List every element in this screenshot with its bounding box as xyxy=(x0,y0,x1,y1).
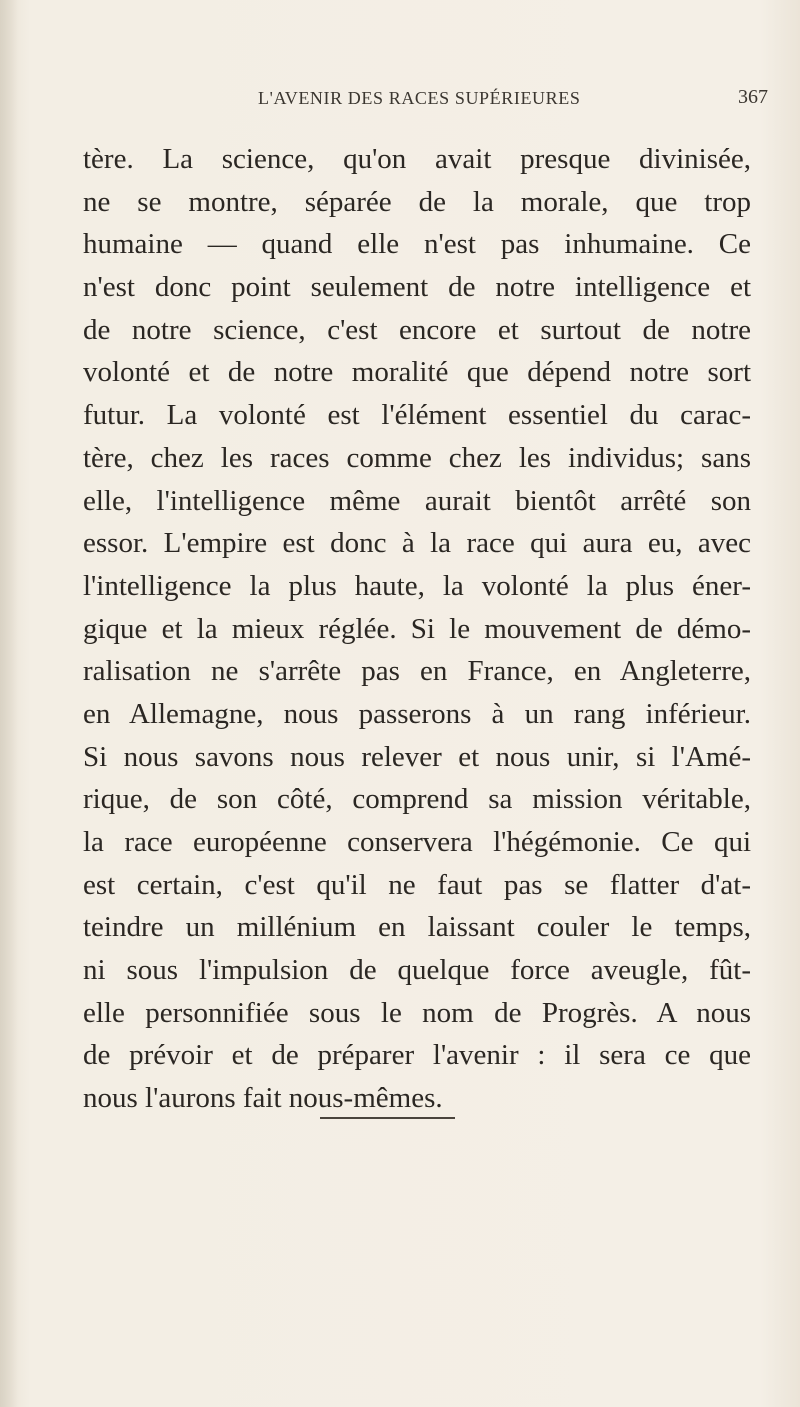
text-line: essor. L'empire est donc à la race qui aura eu, avec xyxy=(83,527,751,560)
page-number: 367 xyxy=(738,86,768,108)
text-line: ni sous l'impulsion de quelque force aveugle, fût- xyxy=(83,954,751,987)
text-line: gique et la mieux réglée. Si le mouvement de démo- xyxy=(83,612,751,645)
text-line: tère, chez les races comme chez les individus; sans xyxy=(83,441,751,474)
text-line: humaine — quand elle n'est pas inhumaine. Ce xyxy=(83,228,751,261)
body-text xyxy=(83,138,751,1120)
text-line: volonté et de notre moralité que dépend notre sort xyxy=(83,356,751,389)
text-line: ne se montre, séparée de la morale, que trop xyxy=(83,185,751,218)
text-line: est certain, c'est qu'il ne faut pas se flatter d'at- xyxy=(83,868,751,901)
text-line: de notre science, c'est encore et surtout de notre xyxy=(83,313,751,346)
text-line: Si nous savons nous relever et nous unir, si l'Amé- xyxy=(83,740,751,773)
text-line: en Allemagne, nous passerons à un rang inférieur. xyxy=(83,697,751,730)
text-line: futur. La volonté est l'élément essentiel du carac- xyxy=(83,399,751,432)
text-line: l'intelligence la plus haute, la volonté la plus éner- xyxy=(83,569,751,602)
page-gutter-shadow xyxy=(0,0,18,1407)
text-line: n'est donc point seulement de notre intelligence et xyxy=(83,271,751,304)
running-title: L'AVENIR DES RACES SUPÉRIEURES xyxy=(258,88,581,108)
text-line: elle, l'intelligence même aurait bientôt arrêté son xyxy=(83,484,751,517)
text-line: tère. La science, qu'on avait presque divinisée, xyxy=(83,143,751,175)
text-line: rique, de son côté, comprend sa mission véritable, xyxy=(83,783,751,816)
text-line: de prévoir et de préparer l'avenir : il sera ce que xyxy=(83,1039,751,1072)
section-end-rule xyxy=(320,1117,455,1119)
text-line: ralisation ne s'arrête pas en France, en Angleterre, xyxy=(83,655,751,688)
text-line: la race européenne conservera l'hégémonie. Ce qui xyxy=(83,826,751,858)
text-line-final: nous l'aurons fait nous-mêmes. xyxy=(83,1082,443,1115)
text-line: elle personnifiée sous le nom de Progrès. A nous xyxy=(83,996,751,1029)
text-line: teindre un millénium en laissant couler le temps, xyxy=(83,911,751,944)
